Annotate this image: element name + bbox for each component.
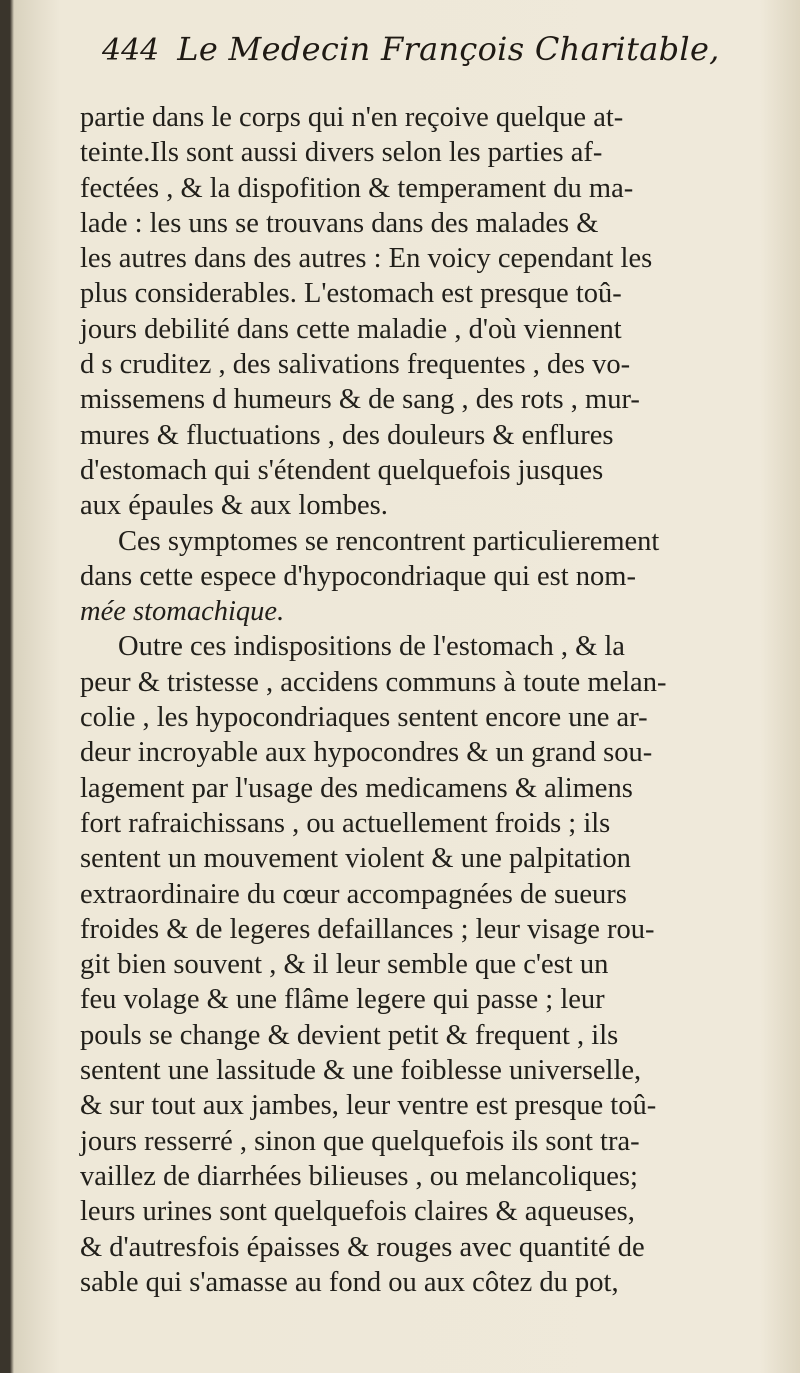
text-line: extraordinaire du cœur accompagnées de sueurs	[80, 878, 627, 910]
text-line: lade : les uns se trouvans dans des malades &	[80, 207, 599, 239]
text-line: git bien souvent , & il leur semble que c'est un	[80, 949, 609, 981]
text-line: mée stomachique.	[80, 596, 285, 628]
text-line: sentent une lassitude & une foiblesse universelle,	[80, 1055, 642, 1087]
text-line: aux épaules & aux lombes.	[80, 490, 388, 522]
text-line: jours resserré , sinon que quelquefois ils sont tra-	[80, 1125, 640, 1157]
book-page	[60, 30, 760, 1350]
text-line: dans cette espece d'hypocondriaque qui est nom-	[80, 560, 636, 592]
running-header	[60, 30, 760, 94]
text-line: missemens d humeurs & de sang , des rots , mur-	[80, 384, 640, 416]
text-line: sentent un mouvement violent & une palpitation	[80, 843, 631, 875]
text-line: les autres dans des autres : En voicy cependant les	[80, 243, 653, 275]
text-line: jours debilité dans cette maladie , d'où viennent	[80, 313, 622, 345]
text-line: d s cruditez , des salivations frequentes , des vo-	[80, 349, 631, 381]
page-number: 444	[102, 33, 160, 68]
text-line: peur & tristesse , accidens communs à toute melan-	[80, 666, 667, 698]
text-line: pouls se change & devient petit & frequent , ils	[80, 1019, 619, 1051]
running-title: Le Medecin François Charitable,	[177, 30, 720, 68]
text-line: leurs urines sont quelquefois claires & aqueuses,	[80, 1196, 635, 1228]
body-text	[60, 100, 760, 1300]
text-line: lagement par l'usage des medicamens & alimens	[80, 772, 633, 804]
text-line: teinte.Ils sont aussi divers selon les parties af-	[80, 137, 603, 169]
text-line: partie dans le corps qui n'en reçoive quelque at-	[80, 102, 624, 133]
text-line: froides & de legeres defaillances ; leur visage rou-	[80, 913, 655, 945]
text-line: plus considerables. L'estomach est presque toû-	[80, 278, 622, 310]
text-line: sable qui s'amasse au fond ou aux côtez du pot,	[80, 1266, 619, 1298]
text-line: colie , les hypocondriaques sentent encore une ar-	[80, 702, 648, 734]
text-line: fort rafraichissans , ou actuellement froids ; ils	[80, 807, 611, 839]
text-line: deur incroyable aux hypocondres & un grand sou-	[80, 737, 653, 769]
text-line: vaillez de diarrhées bilieuses , ou melancoliques;	[80, 1160, 638, 1192]
text-line: feu volage & une flâme legere qui passe ; leur	[80, 984, 605, 1016]
text-line: fectées , & la dispofition & temperament du ma-	[80, 172, 634, 204]
text-line: mures & fluctuations , des douleurs & enflures	[80, 419, 614, 451]
text-line: & d'autresfois épaisses & rouges avec quantité de	[80, 1231, 645, 1263]
text-line: & sur tout aux jambes, leur ventre est presque toû-	[80, 1090, 657, 1122]
paragraph-start-line: Outre ces indispositions de l'estomach , & la	[118, 631, 625, 663]
paragraph-start-line: Ces symptomes se rencontrent particulierement	[118, 525, 660, 557]
text-line: d'estomach qui s'étendent quelquefois jusques	[80, 454, 604, 486]
